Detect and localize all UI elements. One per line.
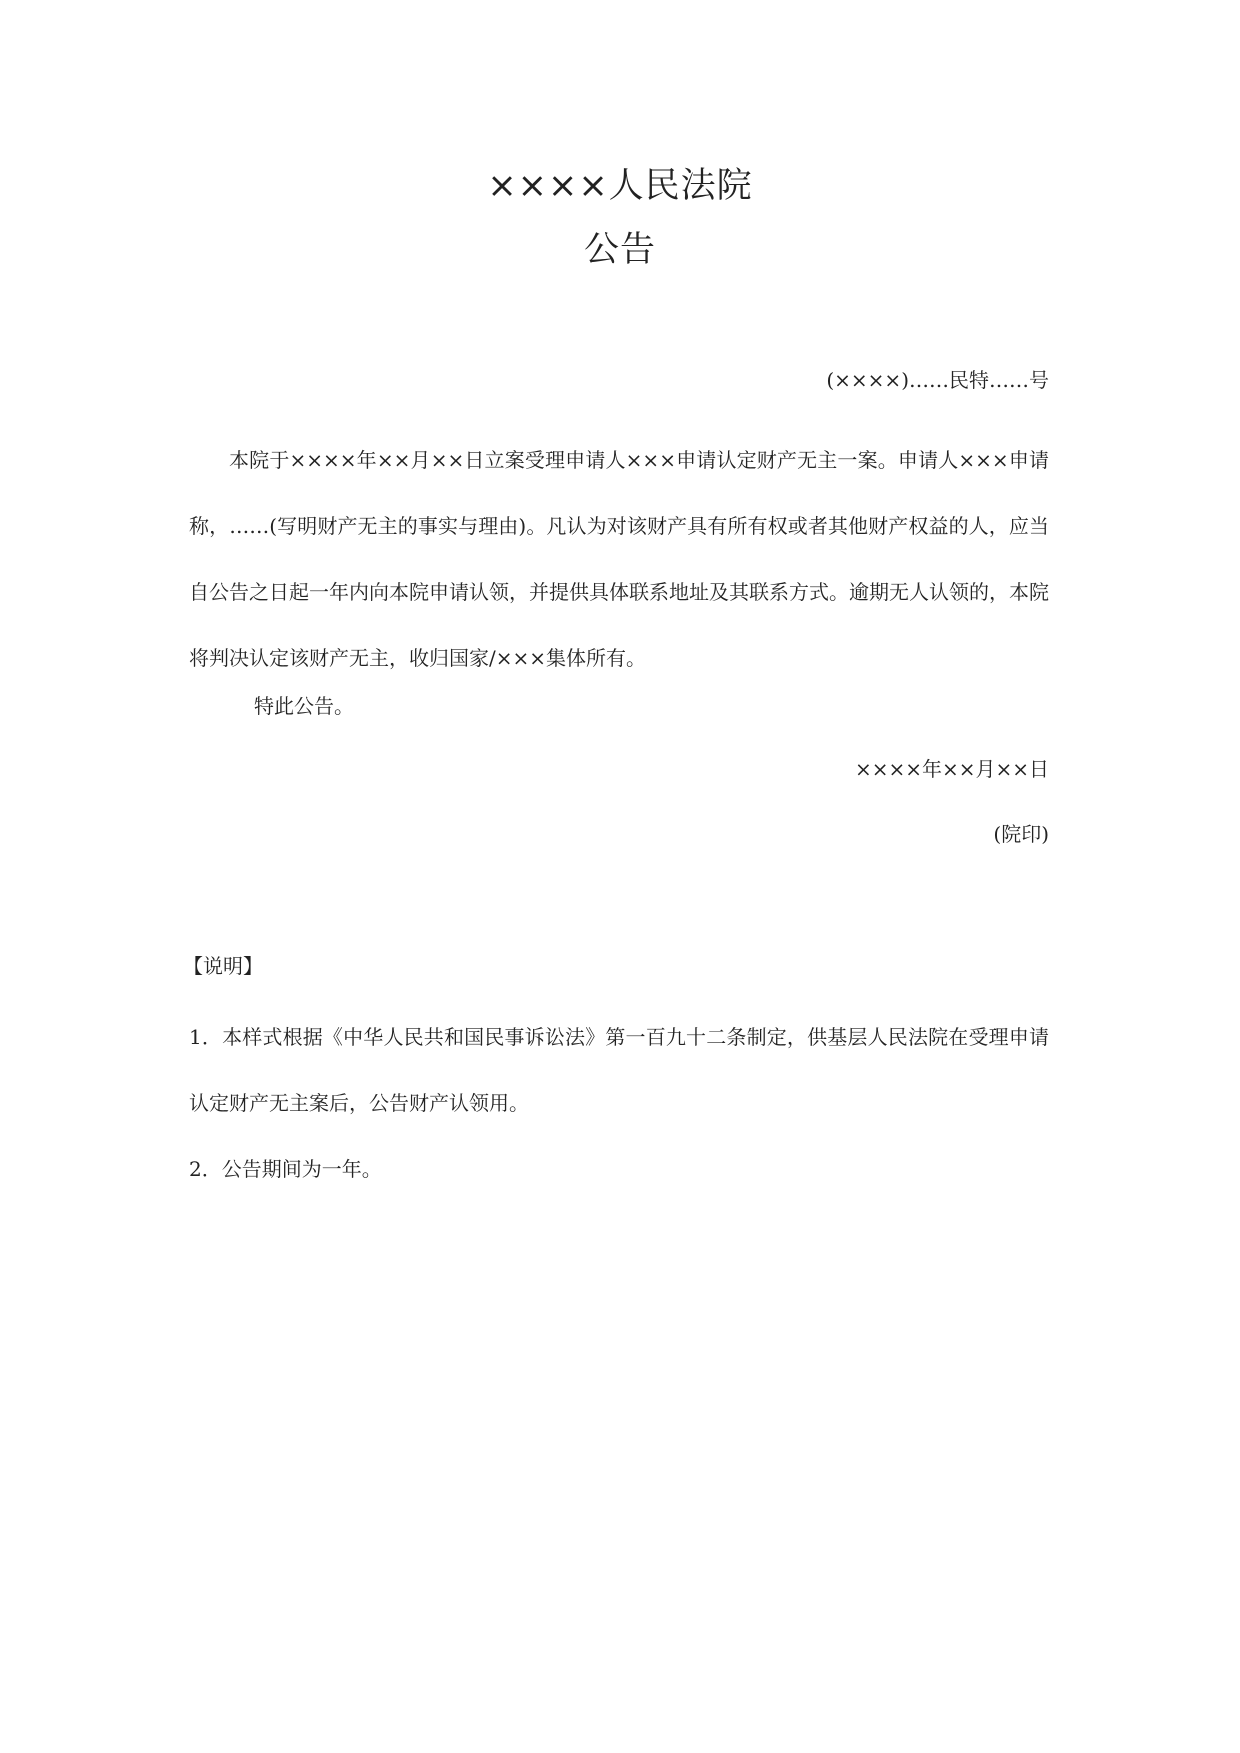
closing-statement: 特此公告。 [254, 694, 354, 718]
signature-date: ××××年××月××日 [854, 757, 1049, 781]
notes-heading: 【说明】 [183, 954, 263, 978]
court-seal-label: (院印) [993, 822, 1049, 846]
court-title: ××××人民法院 [487, 166, 753, 206]
note-item-2: 2．公告期间为一年。 [189, 1157, 382, 1181]
notice-body-paragraph: 本院于××××年××月××日立案受理申请人×××申请认定财产无主一案。申请人×××申请称，……(写明财产无主的事实与理由)。凡认为对该财产具有所有权或者其他财产权益的人，应当自公告之日起一年内向本院申请认领，并提供具体联系地址及其联系方式。逾期无人认领的，本院将判决认定该财产无主，收归国家/×××集体所有。 [189, 448, 1049, 670]
note-item-1: 1．本样式根据《中华人民共和国民事诉讼法》第一百九十二条制定，供基层人民法院在受理申请认定财产无主案后，公告财产认领用。 [189, 1025, 1049, 1115]
notes-list [189, 1004, 1049, 1202]
case-number: (××××)……民特……号 [826, 368, 1049, 392]
document-title: 公告 [583, 230, 656, 270]
